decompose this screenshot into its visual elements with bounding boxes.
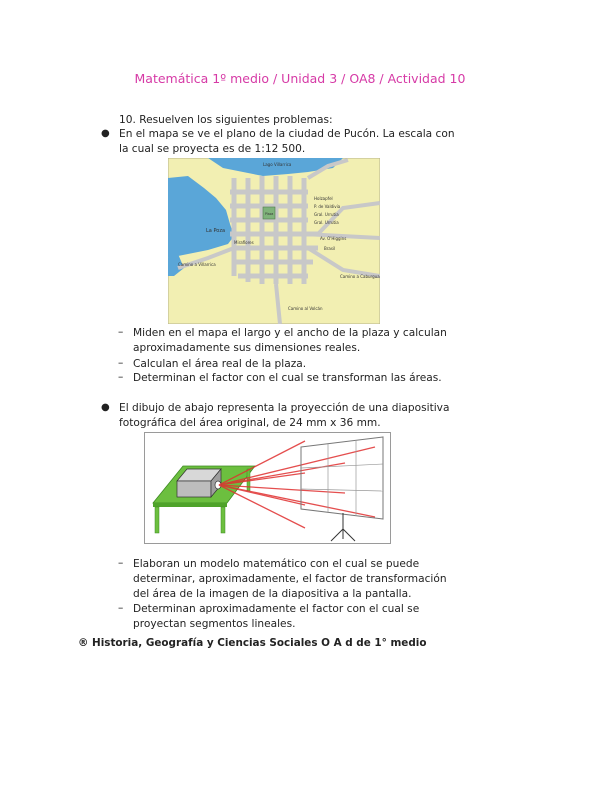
task-2b-line-2: proyectan segmentos lineales. — [133, 618, 296, 630]
map-label-poza: La Poza — [206, 228, 226, 234]
svg-text:Gral. Urrutia: Gral. Urrutia — [314, 220, 339, 225]
bullet-2-line-1: El dibujo de abajo representa la proyección de una diapositiva — [119, 402, 450, 414]
bullet-2-line-2: fotográfica del área original, de 24 mm x 36 mm. — [119, 417, 381, 429]
svg-text:P. de Valdivia: P. de Valdivia — [314, 204, 341, 209]
task-2b-line-1: Determinan aproximadamente el factor con el cual se — [133, 603, 420, 615]
dash-1b: – — [118, 357, 124, 369]
page-header: Matemática 1º medio / Unidad 3 / OA8 / Actividad 10 — [134, 71, 466, 86]
svg-text:Av. O'Higgins: Av. O'Higgins — [320, 236, 347, 241]
bullet-1-dot: ● — [101, 128, 110, 139]
dash-1a: – — [118, 326, 124, 338]
bullet-1-line-1: En el mapa se ve el plano de la ciudad de Pucón. La escala con — [119, 128, 455, 140]
task-2a-line-3: del área de la imagen de la diapositiva a la pantalla. — [133, 588, 412, 600]
task-1a-line-1: Miden en el mapa el largo y el ancho de la plaza y calculan — [133, 327, 447, 339]
task-2a-line-1: Elaboran un modelo matemático con el cual se puede — [133, 558, 420, 570]
problem-intro: 10. Resuelven los siguientes problemas: — [119, 114, 333, 126]
task-1a-line-2: aproximadamente sus dimensiones reales. — [133, 342, 361, 354]
svg-text:Camino al Volcán: Camino al Volcán — [288, 306, 323, 311]
dash-1c: – — [118, 371, 124, 383]
projector-diagram — [144, 432, 391, 544]
svg-text:Holzapfel: Holzapfel — [314, 196, 333, 201]
pucon-map — [168, 158, 380, 324]
dash-2a: – — [118, 557, 124, 569]
map-label-lake: Lago Villarrica — [263, 162, 292, 167]
task-1b: Calculan el área real de la plaza. — [133, 358, 307, 370]
task-1c: Determinan el factor con el cual se transforman las áreas. — [133, 372, 442, 384]
svg-text:Camino a Villarrica: Camino a Villarrica — [178, 262, 216, 267]
svg-text:Camino a Caburgua: Camino a Caburgua — [340, 274, 380, 279]
footer-credit: ® Historia, Geografía y Ciencias Sociales O A d de 1° medio — [78, 637, 427, 649]
svg-text:Brasil: Brasil — [324, 246, 336, 251]
task-2a-line-2: determinar, aproximadamente, el factor de transformación — [133, 573, 447, 585]
dash-2b: – — [118, 602, 124, 614]
svg-text:Miraflores: Miraflores — [234, 240, 254, 245]
bullet-1-line-2: la cual se proyecta es de 1:12 500. — [119, 143, 306, 155]
svg-text:Gral. Urrutia: Gral. Urrutia — [314, 212, 339, 217]
bullet-2-dot: ● — [101, 402, 110, 413]
map-label-plaza: Plaza — [265, 212, 274, 216]
